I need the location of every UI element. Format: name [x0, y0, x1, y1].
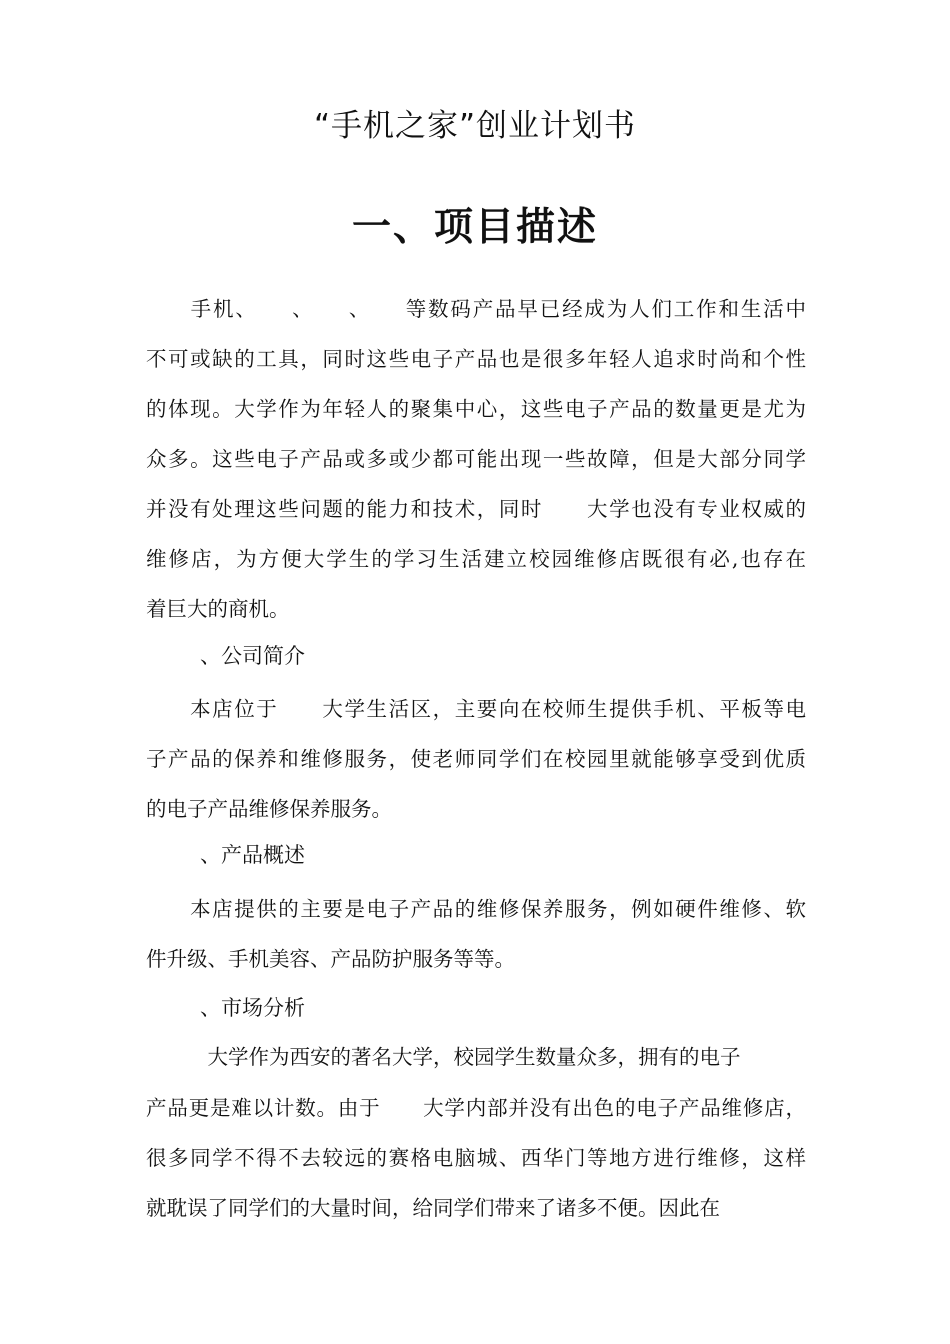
paragraph-line: 本店提供的主要是电子产品的维修保养服务，例如硬件维修、软 [146, 897, 806, 921]
paragraph-line: 维修店，为方便大学生的学习生活建立校园维修店既很有必,也存在 [146, 547, 806, 571]
subheading-market: 、市场分析 [200, 996, 305, 1020]
paragraph-line: 本店位于 大学生活区，主要向在校师生提供手机、平板等电 [146, 697, 806, 721]
paragraph-line: 子产品的保养和维修服务，使老师同学们在校园里就能够享受到优质 [146, 747, 806, 771]
document-title: “手机之家”创业计划书 [313, 108, 637, 144]
paragraph-line: 就耽误了同学们的大量时间，给同学们带来了诸多不便。因此在 [146, 1196, 720, 1220]
paragraph-line: 很多同学不得不去较远的赛格电脑城、西华门等地方进行维修，这样 [146, 1146, 806, 1170]
paragraph-line: 着巨大的商机。 [146, 597, 290, 621]
paragraph-line: 大学作为西安的著名大学，校园学生数量众多，拥有的电子 [146, 1045, 741, 1069]
paragraph-line: 的体现。大学作为年轻人的聚集中心，这些电子产品的数量更是尤为 [146, 397, 806, 421]
paragraph-line: 并没有处理这些问题的能力和技术，同时 大学也没有专业权威的 [146, 497, 806, 521]
section-heading: 一、项目描述 [351, 205, 598, 250]
paragraph-line: 手机、 、 、 等数码产品早已经成为人们工作和生活中 [146, 297, 806, 321]
paragraph-line: 的电子产品维修保养服务。 [146, 797, 392, 821]
subheading-company: 、公司简介 [200, 644, 305, 668]
subheading-product: 、产品概述 [200, 843, 305, 867]
paragraph-line: 产品更是难以计数。由于 大学内部并没有出色的电子产品维修店， [146, 1096, 806, 1120]
paragraph-line: 众多。这些电子产品或多或少都可能出现一些故障，但是大部分同学 [146, 447, 806, 471]
paragraph-line: 件升级、手机美容、产品防护服务等等。 [146, 947, 515, 971]
paragraph-line: 不可或缺的工具，同时这些电子产品也是很多年轻人追求时尚和个性 [146, 347, 806, 371]
